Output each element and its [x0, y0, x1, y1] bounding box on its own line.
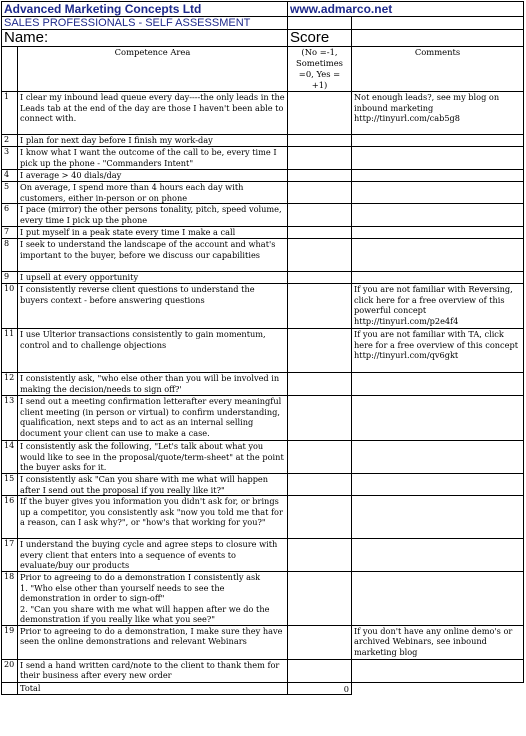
comment-cell: If you don't have any online demo's or archived Webinars, see inbound marketing blog	[352, 625, 524, 659]
company-name: Advanced Marketing Concepts Ltd	[2, 2, 288, 17]
assessment-row	[2, 329, 524, 373]
score-cell[interactable]	[288, 182, 352, 204]
score-cell[interactable]	[288, 204, 352, 227]
assessment-row	[2, 92, 524, 135]
score-cell[interactable]	[288, 373, 352, 396]
assessment-row	[2, 659, 524, 682]
total-num-cell	[2, 682, 18, 694]
comment-cell	[352, 539, 524, 572]
website-link[interactable]: www.admarco.net	[288, 2, 524, 17]
score-cell[interactable]	[288, 659, 352, 682]
competence-statement: I plan for next day before I finish my work-day	[18, 135, 288, 147]
score-cell[interactable]	[288, 170, 352, 182]
comment-cell	[352, 474, 524, 496]
competence-statement: I consistently reverse client questions to understand the buyers context - before answering questions	[18, 284, 288, 329]
competence-statement: I put myself in a peak state every time I make a call	[18, 227, 288, 239]
competence-statement: I consistently ask "Can you share with me what will happen after I send out the proposal if you really like it?"	[18, 474, 288, 496]
comment-cell	[352, 239, 524, 272]
assessment-row	[2, 239, 524, 272]
total-row	[2, 682, 524, 694]
row-number: 7	[2, 227, 18, 239]
comment-cell	[352, 659, 524, 682]
row-number: 20	[2, 659, 18, 682]
score-cell[interactable]	[288, 147, 352, 170]
score-cell[interactable]	[288, 441, 352, 474]
score-cell[interactable]	[288, 396, 352, 441]
row-number: 3	[2, 147, 18, 170]
assessment-row	[2, 204, 524, 227]
scoring-key: (No =-1, Sometimes =0, Yes = +1)	[288, 47, 352, 92]
assessment-row	[2, 625, 524, 659]
comment-cell	[352, 227, 524, 239]
score-cell[interactable]	[288, 92, 352, 135]
assessment-row	[2, 227, 524, 239]
comment-cell	[352, 135, 524, 147]
score-cell[interactable]	[288, 284, 352, 329]
competence-statement: I average > 40 dials/day	[18, 170, 288, 182]
assessment-row	[2, 474, 524, 496]
assessment-row	[2, 373, 524, 396]
comment-cell: If you are not familiar with TA, click here for a free overview of this concept http://tinyurl.com/qv6gkt	[352, 329, 524, 373]
competence-statement: I send a hand written card/note to the client to thank them for their business after every new order	[18, 659, 288, 682]
assessment-row	[2, 396, 524, 441]
header-num-cell	[2, 47, 18, 92]
row-number: 10	[2, 284, 18, 329]
score-cell[interactable]	[288, 496, 352, 539]
assessment-row	[2, 284, 524, 329]
sheet-subtitle: SALES PROFESSIONALS - SELF ASSESSMENT	[2, 17, 288, 30]
competence-statement: I consistently ask the following, "Let's talk about what you would like to see in the proposal/quote/term-sheet" at the point the buyer asks for it.	[18, 441, 288, 474]
comment-cell	[352, 441, 524, 474]
competence-statement: I clear my inbound lead queue every day----the only leads in the Leads tab at the end of the day are those I haven't been able to connect with.	[18, 92, 288, 135]
competence-statement: Prior to agreeing to do a demonstration, I make sure they have seen the online demonstrations and relevant Webinars	[18, 625, 288, 659]
row-number: 11	[2, 329, 18, 373]
score-cell[interactable]	[288, 572, 352, 626]
competence-statement: Prior to agreeing to do a demonstration I consistently ask 1. "Who else other than yourself needs to see the demonstration in order to sign-off" 2. "Can you share with me what will happen after we do the demonstration if you really like what you see?"	[18, 572, 288, 626]
comment-cell	[352, 272, 524, 284]
score-cell[interactable]	[288, 239, 352, 272]
row-number: 14	[2, 441, 18, 474]
assessment-row	[2, 441, 524, 474]
assessment-row	[2, 572, 524, 626]
competence-statement: I upsell at every opportunity	[18, 272, 288, 284]
competence-statement: I use Ulterior transactions consistently to gain momentum, control and to challenge objections	[18, 329, 288, 373]
row-number: 8	[2, 239, 18, 272]
competence-statement: I consistently ask, "who else other than you will be involved in making the decision/needs to sign off?'	[18, 373, 288, 396]
competence-statement: I seek to understand the landscape of the account and what's important to the buyer, before we discuss our capabilities	[18, 239, 288, 272]
comment-cell	[352, 204, 524, 227]
row-number: 13	[2, 396, 18, 441]
comment-cell	[352, 182, 524, 204]
assessment-row	[2, 170, 524, 182]
self-assessment-sheet	[1, 1, 524, 695]
competence-statement: I understand the buying cycle and agree steps to closure with every client that enters into a sequence of events to evaluate/buy our products	[18, 539, 288, 572]
row-number: 4	[2, 170, 18, 182]
assessment-row	[2, 147, 524, 170]
comment-cell	[352, 170, 524, 182]
comment-cell	[352, 572, 524, 626]
name-label: Name:	[2, 30, 288, 47]
assessment-row	[2, 135, 524, 147]
competence-statement: On average, I spend more than 4 hours each day with customers, either in-person or on phone	[18, 182, 288, 204]
comment-cell	[352, 373, 524, 396]
row-number: 16	[2, 496, 18, 539]
score-cell[interactable]	[288, 135, 352, 147]
competence-statement: I pace (mirror) the other persons tonality, pitch, speed volume, every time I pick up the phone	[18, 204, 288, 227]
assessment-row	[2, 272, 524, 284]
comment-cell	[352, 147, 524, 170]
score-cell[interactable]	[288, 539, 352, 572]
row-number: 5	[2, 182, 18, 204]
score-cell[interactable]	[288, 329, 352, 373]
score-cell[interactable]	[288, 625, 352, 659]
score-cell[interactable]	[288, 474, 352, 496]
comment-cell: Not enough leads?, see my blog on inbound marketing http://tinyurl.com/cab5g8	[352, 92, 524, 135]
name-comments-cell	[352, 30, 524, 47]
row-number: 17	[2, 539, 18, 572]
row-number: 9	[2, 272, 18, 284]
competence-statement: I know what I want the outcome of the call to be, every time I pick up the phone - "Commanders Intent"	[18, 147, 288, 170]
competence-statement: I send out a meeting confirmation letterafter every meaningful client meeting (in person or virtual) to confirm understanding, qualification, next steps and to act as an internal selling document your client can use to make a case.	[18, 396, 288, 441]
total-label: Total	[18, 682, 288, 694]
row-number: 18	[2, 572, 18, 626]
row-number: 15	[2, 474, 18, 496]
score-label: Score	[288, 30, 352, 47]
total-comments-cell	[352, 682, 524, 694]
row-number: 2	[2, 135, 18, 147]
score-cell[interactable]	[288, 272, 352, 284]
row-number: 19	[2, 625, 18, 659]
comments-header: Comments	[352, 47, 524, 92]
comment-cell	[352, 396, 524, 441]
row-number: 6	[2, 204, 18, 227]
row-number: 12	[2, 373, 18, 396]
comment-cell: If you are not familiar with Reversing, click here for a free overview of this powerful concept http://tinyurl.com/p2e4f4	[352, 284, 524, 329]
competence-area-header: Competence Area	[18, 47, 288, 92]
row-number: 1	[2, 92, 18, 135]
subtitle-comments-cell	[352, 17, 524, 30]
subtitle-score-cell	[288, 17, 352, 30]
total-score: 0	[288, 682, 352, 694]
assessment-row	[2, 182, 524, 204]
score-cell[interactable]	[288, 227, 352, 239]
assessment-row	[2, 496, 524, 539]
assessment-row	[2, 539, 524, 572]
comment-cell	[352, 496, 524, 539]
competence-statement: If the buyer gives you information you didn't ask for, or brings up a competitor, you consistently ask "now you told me that for a reason, can I ask why?", or "how's that working for you?"	[18, 496, 288, 539]
